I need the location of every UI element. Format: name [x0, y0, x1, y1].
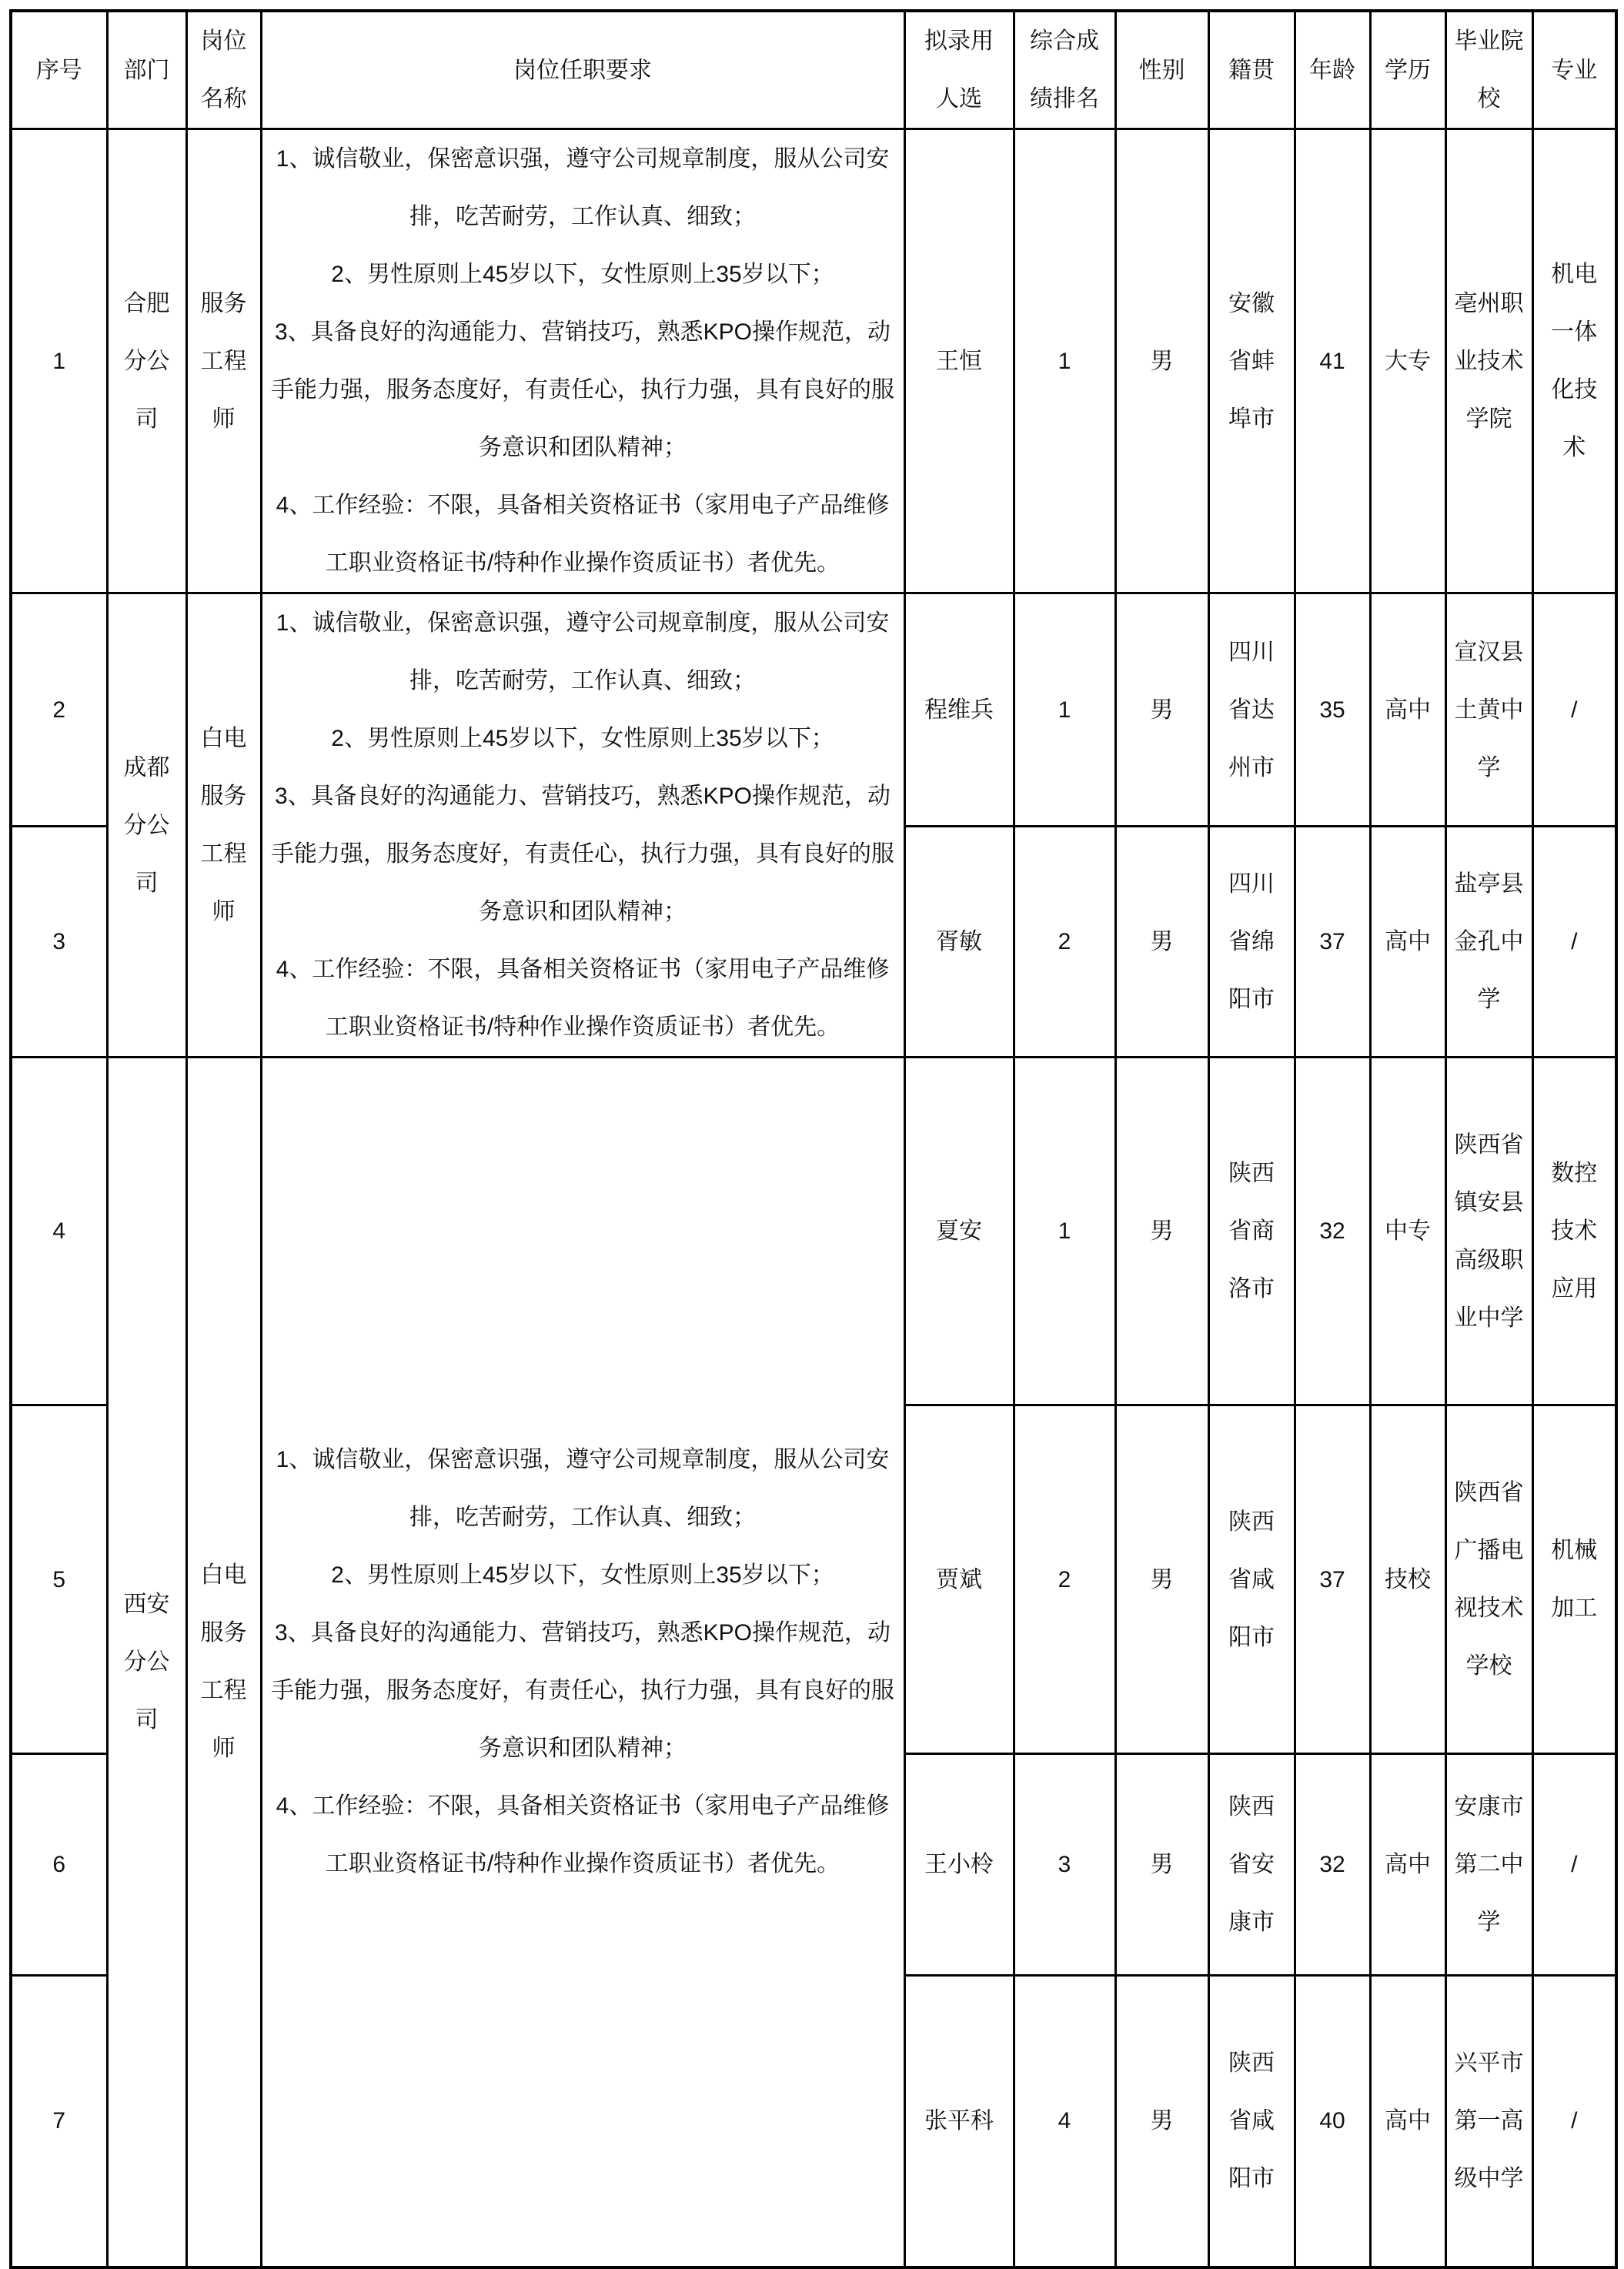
cell-education: 高中 — [1370, 1976, 1445, 2267]
requirement-item: 1、诚信敬业，保密意识强，遵守公司规章制度，服从公司安排，吃苦耐劳，工作认真、细致； — [276, 610, 890, 693]
cell-rank: 1 — [1014, 593, 1115, 827]
cell-gender: 男 — [1115, 1976, 1208, 2267]
cell-major: / — [1532, 1976, 1616, 2267]
header-education: 学历 — [1370, 11, 1445, 129]
header-school: 毕业院校 — [1445, 11, 1532, 129]
header-position: 岗位名称 — [186, 11, 261, 129]
cell-major: / — [1532, 1754, 1616, 1976]
cell-rank: 3 — [1014, 1754, 1115, 1976]
cell-age: 37 — [1295, 1405, 1370, 1754]
cell-seq: 6 — [11, 1754, 107, 1976]
cell-department: 成都分公司 — [107, 593, 186, 1058]
requirement-item: 1、诚信敬业，保密意识强，遵守公司规章制度，服从公司安排，吃苦耐劳，工作认真、细致； — [276, 146, 890, 229]
cell-gender: 男 — [1115, 129, 1208, 593]
header-row — [11, 11, 1616, 129]
cell-major: 机械加工 — [1532, 1405, 1616, 1754]
cell-major: 机电一体化技术 — [1532, 129, 1616, 593]
cell-rank: 2 — [1014, 1405, 1115, 1754]
requirement-item: 3、具备良好的沟通能力、营销技巧，熟悉KPO操作规范，动手能力强，服务态度好，有责任心，执行力强，具有良好的服务意识和团队精神； — [271, 1620, 894, 1762]
header-age: 年龄 — [1295, 11, 1370, 129]
cell-native-place: 四川省绵阳市 — [1208, 827, 1295, 1058]
cell-seq: 1 — [11, 129, 107, 593]
cell-major: / — [1532, 593, 1616, 827]
cell-age: 41 — [1295, 129, 1370, 593]
cell-school: 陕西省镇安县高级职业中学 — [1445, 1058, 1532, 1405]
cell-seq: 5 — [11, 1405, 107, 1754]
header-seq: 序号 — [11, 11, 107, 129]
cell-education: 中专 — [1370, 1058, 1445, 1405]
cell-rank: 1 — [1014, 1058, 1115, 1405]
cell-department: 西安分公司 — [107, 1058, 186, 2267]
requirement-item: 2、男性原则上45岁以下，女性原则上35岁以下； — [331, 726, 834, 751]
cell-native-place: 安徽省蚌埠市 — [1208, 129, 1295, 593]
cell-candidate-name: 程维兵 — [904, 593, 1014, 827]
cell-age: 40 — [1295, 1976, 1370, 2267]
cell-gender: 男 — [1115, 1754, 1208, 1976]
table-row — [11, 129, 1616, 593]
cell-department: 合肥分公司 — [107, 129, 186, 593]
cell-education: 高中 — [1370, 827, 1445, 1058]
cell-position: 白电服务工程师 — [186, 1058, 261, 2267]
header-candidate: 拟录用人选 — [904, 11, 1014, 129]
cell-rank: 4 — [1014, 1976, 1115, 2267]
requirement-item: 1、诚信敬业，保密意识强，遵守公司规章制度，服从公司安排，吃苦耐劳，工作认真、细致； — [276, 1447, 890, 1531]
cell-school: 陕西省广播电视技术学校 — [1445, 1405, 1532, 1754]
cell-school: 盐亭县金孔中学 — [1445, 827, 1532, 1058]
cell-school: 亳州职业技术学院 — [1445, 129, 1532, 593]
cell-school: 宣汉县土黄中学 — [1445, 593, 1532, 827]
cell-major: 数控技术应用 — [1532, 1058, 1616, 1405]
cell-gender: 男 — [1115, 1058, 1208, 1405]
cell-education: 高中 — [1370, 1754, 1445, 1976]
requirement-item: 2、男性原则上45岁以下，女性原则上35岁以下； — [331, 1562, 834, 1589]
requirement-item: 4、工作经验：不限，具备相关资格证书（家用电子产品维修工职业资格证书/特种作业操作资质证书）者优先。 — [276, 957, 890, 1040]
table-row — [11, 593, 1616, 827]
cell-gender: 男 — [1115, 827, 1208, 1058]
cell-native-place: 四川省达州市 — [1208, 593, 1295, 827]
cell-native-place: 陕西省安康市 — [1208, 1754, 1295, 1976]
cell-seq: 4 — [11, 1058, 107, 1405]
cell-native-place: 陕西省咸阳市 — [1208, 1405, 1295, 1754]
cell-position: 白电服务工程师 — [186, 593, 261, 1058]
header-rank: 综合成绩排名 — [1014, 11, 1115, 129]
cell-seq: 3 — [11, 827, 107, 1058]
cell-gender: 男 — [1115, 1405, 1208, 1754]
cell-requirements — [261, 1058, 904, 2267]
cell-requirements — [261, 593, 904, 1058]
requirement-item: 3、具备良好的沟通能力、营销技巧，熟悉KPO操作规范，动手能力强，服务态度好，有责任心，执行力强，具有良好的服务意识和团队精神； — [271, 319, 894, 460]
cell-school: 安康市第二中学 — [1445, 1754, 1532, 1976]
recruitment-table — [9, 9, 1618, 2269]
requirement-item: 2、男性原则上45岁以下，女性原则上35岁以下； — [331, 262, 834, 287]
cell-major: / — [1532, 827, 1616, 1058]
cell-age: 35 — [1295, 593, 1370, 827]
cell-native-place: 陕西省商洛市 — [1208, 1058, 1295, 1405]
cell-candidate-name: 夏安 — [904, 1058, 1014, 1405]
cell-education: 高中 — [1370, 593, 1445, 827]
cell-gender: 男 — [1115, 593, 1208, 827]
cell-age: 32 — [1295, 1754, 1370, 1976]
cell-rank: 1 — [1014, 129, 1115, 593]
requirement-item: 4、工作经验：不限，具备相关资格证书（家用电子产品维修工职业资格证书/特种作业操作资质证书）者优先。 — [276, 1793, 890, 1877]
cell-position: 服务工程师 — [186, 129, 261, 593]
cell-candidate-name: 王小柃 — [904, 1754, 1014, 1976]
cell-seq: 2 — [11, 593, 107, 827]
cell-candidate-name: 胥敏 — [904, 827, 1014, 1058]
cell-requirements — [261, 129, 904, 593]
cell-education: 大专 — [1370, 129, 1445, 593]
header-requirements: 岗位任职要求 — [261, 11, 904, 129]
cell-education: 技校 — [1370, 1405, 1445, 1754]
cell-rank: 2 — [1014, 827, 1115, 1058]
cell-native-place: 陕西省咸阳市 — [1208, 1976, 1295, 2267]
cell-candidate-name: 张平科 — [904, 1976, 1014, 2267]
header-major: 专业 — [1532, 11, 1616, 129]
requirement-item: 4、工作经验：不限，具备相关资格证书（家用电子产品维修工职业资格证书/特种作业操作资质证书）者优先。 — [276, 493, 890, 576]
header-native-place: 籍贯 — [1208, 11, 1295, 129]
cell-candidate-name: 王恒 — [904, 129, 1014, 593]
header-department: 部门 — [107, 11, 186, 129]
table-row — [11, 1058, 1616, 1405]
cell-age: 32 — [1295, 1058, 1370, 1405]
cell-candidate-name: 贾斌 — [904, 1405, 1014, 1754]
cell-age: 37 — [1295, 827, 1370, 1058]
header-gender: 性别 — [1115, 11, 1208, 129]
cell-school: 兴平市第一高级中学 — [1445, 1976, 1532, 2267]
requirement-item: 3、具备良好的沟通能力、营销技巧，熟悉KPO操作规范，动手能力强，服务态度好，有责任心，执行力强，具有良好的服务意识和团队精神； — [271, 784, 894, 924]
cell-seq: 7 — [11, 1976, 107, 2267]
